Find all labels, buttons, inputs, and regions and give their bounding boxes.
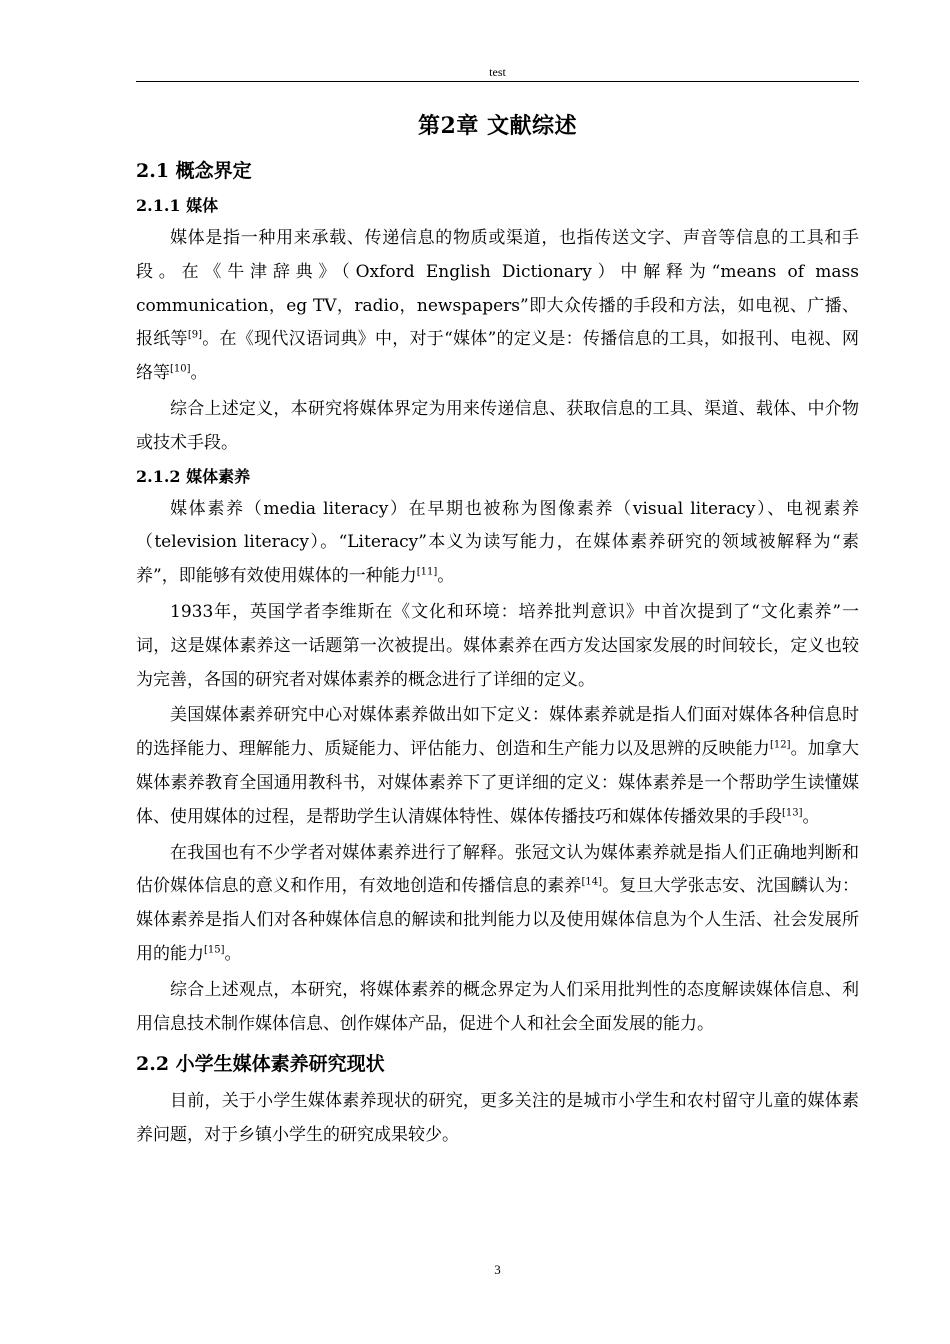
paragraph-text: 。 xyxy=(437,566,455,587)
paragraph-literacy-summary: 综合上述观点，本研究，将媒体素养的概念界定为人们采用批判性的态度解读媒体信息、利用信息技术制作媒体信息、创作媒体产品，促进个人和社会全面发展的能力。 xyxy=(136,979,859,1034)
citation-ref: [14] xyxy=(581,876,602,888)
paragraph-text: 。在《现代汉语词典》中，对于“媒体”的定义是：传播信息的工具，如报刊、电视、网络等 xyxy=(136,329,860,384)
citation-ref: [15] xyxy=(204,944,225,956)
paragraph-media-definition xyxy=(136,222,859,391)
subsection-heading-2-1-1: 2.1.1 媒体 xyxy=(136,196,219,215)
paragraph-text: 在我国也有不少学者对媒体素养进行了解释。张冠文认为媒体素养就是指人们正确地判断和估价媒体信息的意义和作用，有效地创造和传播信息的素养 xyxy=(136,842,859,897)
citation-ref: [10] xyxy=(170,363,191,375)
paragraph-media-summary: 综合上述定义，本研究将媒体界定为用来传递信息、获取信息的工具、渠道、载体、中介物或技术手段。 xyxy=(136,398,859,453)
paragraph-china-scholars xyxy=(136,837,859,972)
paragraph-history-1933: 1933年，英国学者李维斯在《文化和环境：培养批判意识》中首次提到了“文化素养”一词，这是媒体素养这一话题第一次被提出。媒体素养在西方发达国家发展的时间较长，定义也较为完善，各国的研究者对媒体素养的概念进行了详细的定义。 xyxy=(136,601,859,690)
chapter-title: 第2章 文献综述 xyxy=(418,113,577,139)
citation-ref: [13] xyxy=(782,807,803,819)
citation-ref: [9] xyxy=(187,329,202,341)
subsection-heading-2-1-2: 2.1.2 媒体素养 xyxy=(136,466,251,486)
paragraph-text: 。 xyxy=(190,363,208,384)
paragraph-text: 。复旦大学张志安、沈国麟认为：媒体素养是指人们对各种媒体信息的解读和批判能力以及使用媒体信息为个人生活、社会发展所用的能力 xyxy=(136,876,860,964)
page-body xyxy=(136,106,859,1153)
running-header: test xyxy=(489,65,506,79)
paragraph-text: 媒体素养（media literacy）在早期也被称为图像素养（visual literacy）、电视素养（television literacy）。“Literacy”本义为读写能力，在媒体素养研究的领域被解释为“素养”，即能够有效使用媒体的一种能力 xyxy=(136,498,859,587)
citation-ref: [11] xyxy=(416,566,438,578)
paragraph-text: 媒体是指一种用来承载、传递信息的物质或渠道，也指传送文字、声音等信息的工具和手段。在《牛津辞典》（Oxford English Dictionary）中解释为“means of mass communication，eg TV，radio，newspapers”即大众传播的手段和方法，如电视、广播、报纸等 xyxy=(136,228,859,350)
paragraph-text: 美国媒体素养研究中心对媒体素养做出如下定义：媒体素养就是指人们面对媒体各种信息时的选择能力、理解能力、质疑能力、评估能力、创造和生产能力以及思辨的反映能力 xyxy=(136,705,859,760)
paragraph-text: 。 xyxy=(802,806,820,827)
header-rule xyxy=(136,81,859,82)
paragraph-us-canada-definitions xyxy=(136,699,859,834)
section-heading-2-1: 2.1 概念界定 xyxy=(136,160,252,182)
page-number: 3 xyxy=(494,1262,501,1277)
paragraph-research-status: 目前，关于小学生媒体素养现状的研究，更多关注的是城市小学生和农村留守儿童的媒体素养问题，对于乡镇小学生的研究成果较少。 xyxy=(136,1091,859,1146)
paragraph-media-literacy-terms xyxy=(136,493,859,594)
section-heading-2-2: 2.2 小学生媒体素养研究现状 xyxy=(136,1053,385,1076)
paragraph-text: 。 xyxy=(224,943,242,964)
paragraph-text: 。加拿大媒体素养教育全国通用教科书，对媒体素养下了更详细的定义：媒体素养是一个帮助学生读懂媒体、使用媒体的过程，是帮助学生认清媒体特性、媒体传播技巧和媒体传播效果的手段 xyxy=(136,739,860,827)
citation-ref: [12] xyxy=(769,739,791,751)
